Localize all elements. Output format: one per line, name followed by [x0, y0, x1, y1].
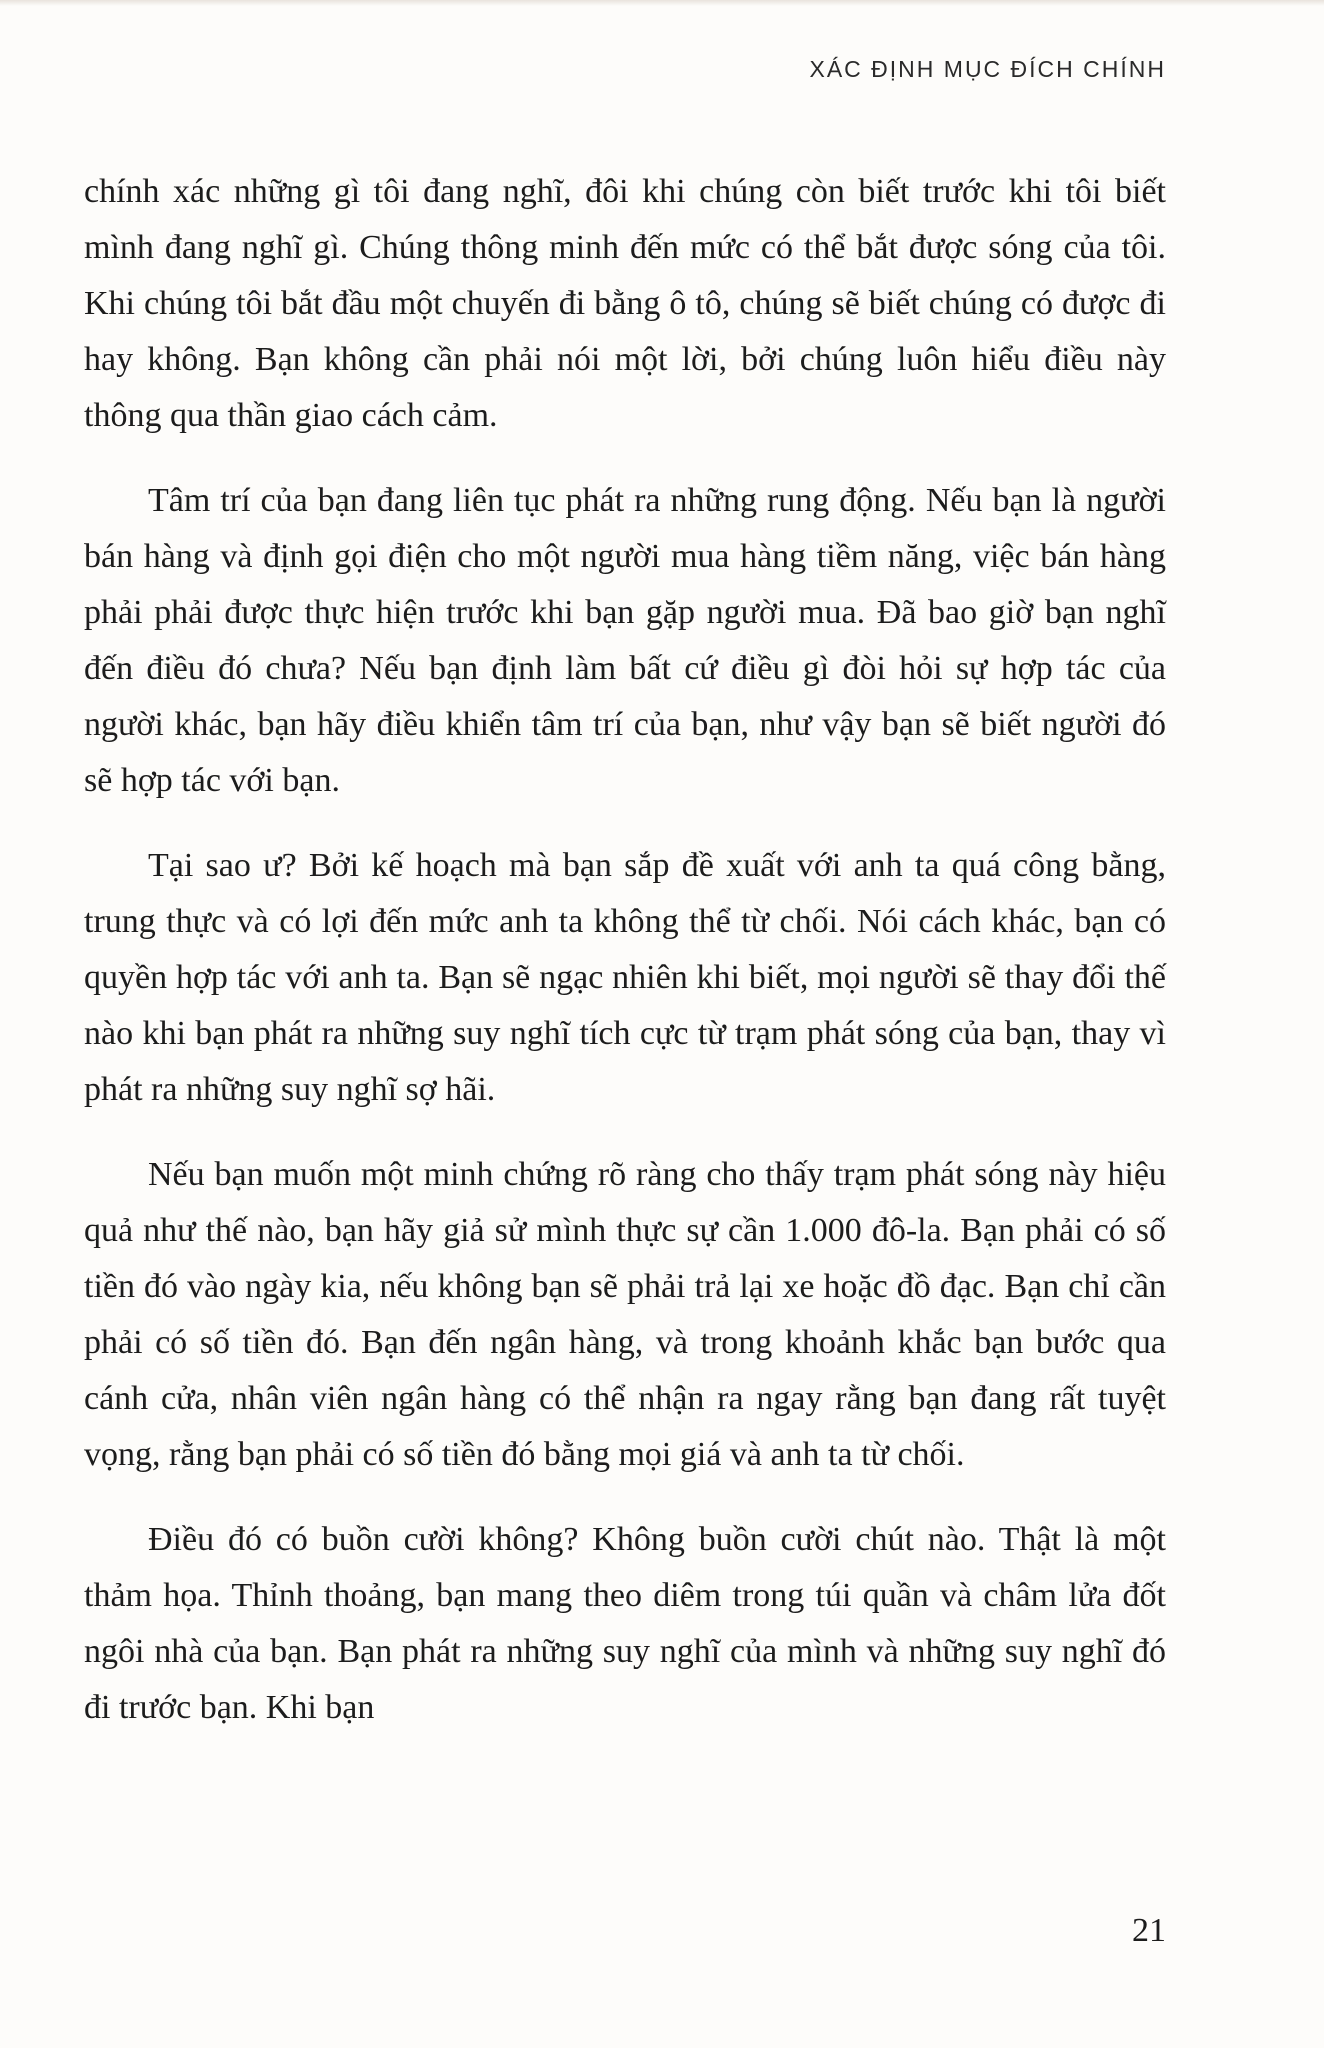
body-text [84, 164, 1166, 1736]
paragraph-2: Tâm trí của bạn đang liên tục phát ra những rung động. Nếu bạn là người bán hàng và định gọi điện cho một người mua hàng tiềm năng, việc bán hàng phải phải được thực hiện trước khi bạn gặp người mua. Đã bao giờ bạn nghĩ đến điều đó chưa? Nếu bạn định làm bất cứ điều gì đòi hỏi sự hợp tác của người khác, bạn hãy điều khiển tâm trí của bạn, như vậy bạn sẽ biết người đó sẽ hợp tác với bạn. [84, 482, 1166, 799]
paragraph-1: chính xác những gì tôi đang nghĩ, đôi khi chúng còn biết trước khi tôi biết mình đang nghĩ gì. Chúng thông minh đến mức có thể bắt được sóng của tôi. Khi chúng tôi bắt đầu một chuyến đi bằng ô tô, chúng sẽ biết chúng có được đi hay không. Bạn không cần phải nói một lời, bởi chúng luôn hiểu điều này thông qua thần giao cách cảm. [84, 173, 1166, 434]
page-number: 21 [1132, 1912, 1166, 1949]
paragraph-4: Nếu bạn muốn một minh chứng rõ ràng cho thấy trạm phát sóng này hiệu quả như thế nào, bạn hãy giả sử mình thực sự cần 1.000 đô-la. Bạn phải có số tiền đó vào ngày kia, nếu không bạn sẽ phải trả lại xe hoặc đồ đạc. Bạn chỉ cần phải có số tiền đó. Bạn đến ngân hàng, và trong khoảnh khắc bạn bước qua cánh cửa, nhân viên ngân hàng có thể nhận ra ngay rằng bạn đang rất tuyệt vọng, rằng bạn phải có số tiền đó bằng mọi giá và anh ta từ chối. [84, 1156, 1166, 1473]
page-top-edge [0, 0, 1324, 6]
paragraph-5: Điều đó có buồn cười không? Không buồn cười chút nào. Thật là một thảm họa. Thỉnh thoảng, bạn mang theo diêm trong túi quần và châm lửa đốt ngôi nhà của bạn. Bạn phát ra những suy nghĩ của mình và những suy nghĩ đó đi trước bạn. Khi bạn [84, 1521, 1166, 1726]
running-header: XÁC ĐỊNH MỤC ĐÍCH CHÍNH [809, 56, 1166, 82]
paragraph-3: Tại sao ư? Bởi kế hoạch mà bạn sắp đề xuất với anh ta quá công bằng, trung thực và có lợi đến mức anh ta không thể từ chối. Nói cách khác, bạn có quyền hợp tác với anh ta. Bạn sẽ ngạc nhiên khi biết, mọi người sẽ thay đổi thế nào khi bạn phát ra những suy nghĩ tích cực từ trạm phát sóng của bạn, thay vì phát ra những suy nghĩ sợ hãi. [84, 847, 1166, 1108]
